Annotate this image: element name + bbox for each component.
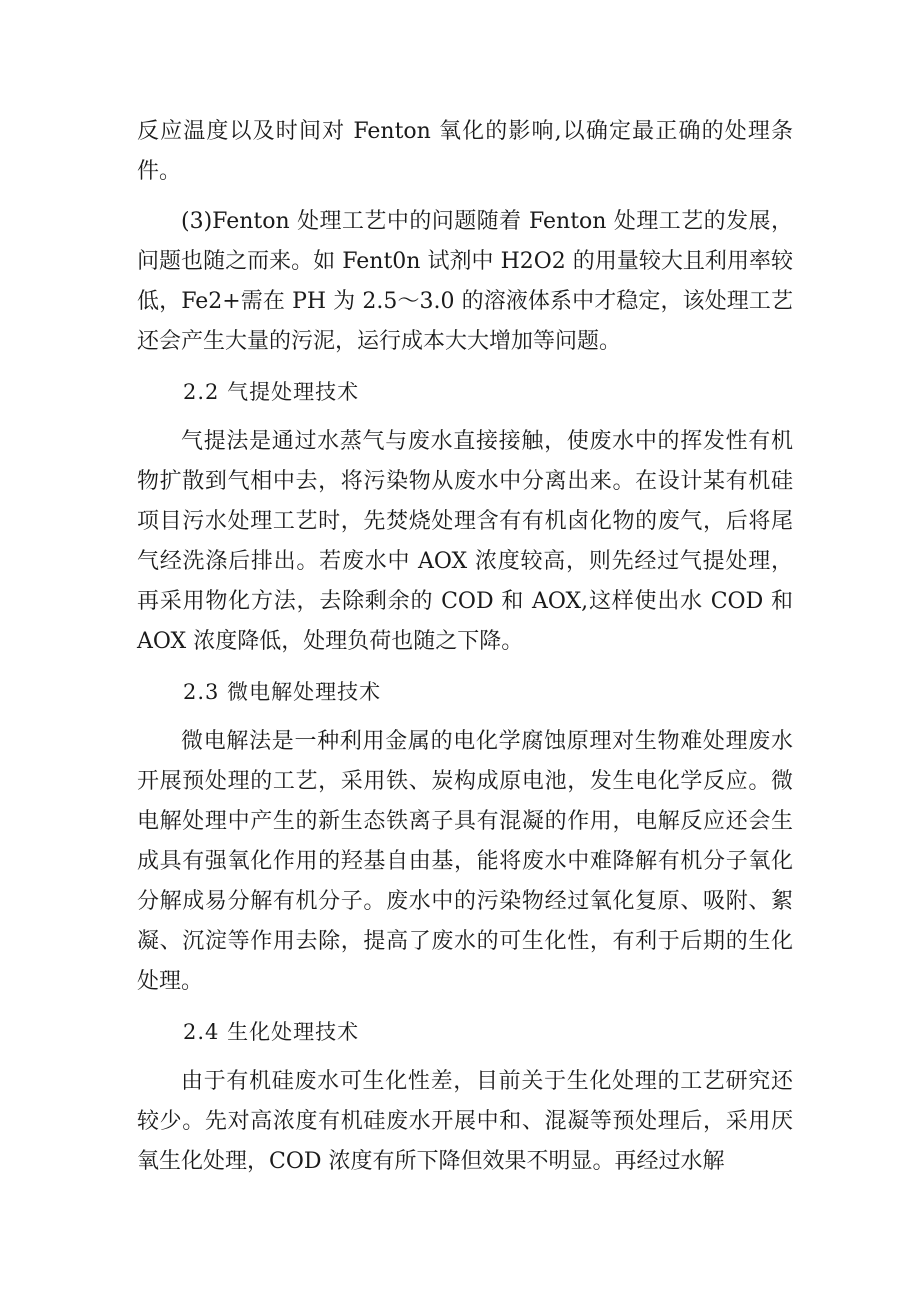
document-page xyxy=(137,112,793,1192)
paragraph-air-stripping: 气提法是通过水蒸气与废水直接接触，使废水中的挥发性有机物扩散到气相中去，将污染物从废水中分离出来。在设计某有机硅项目污水处理工艺时，先焚烧处理含有有机卤化物的废气，后将尾气经洗涤后排出。若废水中 AOX 浓度较高，则先经过气提处理，再采用物化方法，去除剩余的 COD 和 AOX,这样使出水 COD 和 AOX 浓度降低，处理负荷也随之下降。 xyxy=(137,429,793,654)
paragraph-fenton-problems: (3)Fenton 处理工艺中的问题随着 Fenton 处理工艺的发展，问题也随之而来。如 Fent0n 试剂中 H2O2 的用量较大且利用率较低，Fe2+需在 PH 为 2.5～3.0 的溶液体系中才稳定，该处理工艺还会产生大量的污泥，运行成本大大增加等问题。 xyxy=(137,209,793,354)
paragraph-biochemical: 由于有机硅废水可生化性差，目前关于生化处理的工艺研究还较少。先对高浓度有机硅废水开展中和、混凝等预处理后，采用厌氧生化处理，COD 浓度有所下降但效果不明显。再经过水解 xyxy=(137,1069,793,1174)
section-heading-2-2: 2.2 气提处理技术 xyxy=(183,380,360,404)
section-heading-2-3: 2.3 微电解处理技术 xyxy=(183,680,382,704)
section-heading-2-4: 2.4 生化处理技术 xyxy=(183,1020,360,1044)
paragraph-fenton-conditions: 反应温度以及时间对 Fenton 氧化的影响,以确定最正确的处理条件。 xyxy=(137,119,793,184)
paragraph-micro-electrolysis: 微电解法是一种利用金属的电化学腐蚀原理对生物难处理废水开展预处理的工艺，采用铁、炭构成原电池，发生电化学反应。微电解处理中产生的新生态铁离子具有混凝的作用，电解反应还会生成具有强氧化作用的羟基自由基，能将废水中难降解有机分子氧化分解成易分解有机分子。废水中的污染物经过氧化复原、吸附、絮凝、沉淀等作用去除，提高了废水的可生化性，有利于后期的生化处理。 xyxy=(137,729,793,994)
